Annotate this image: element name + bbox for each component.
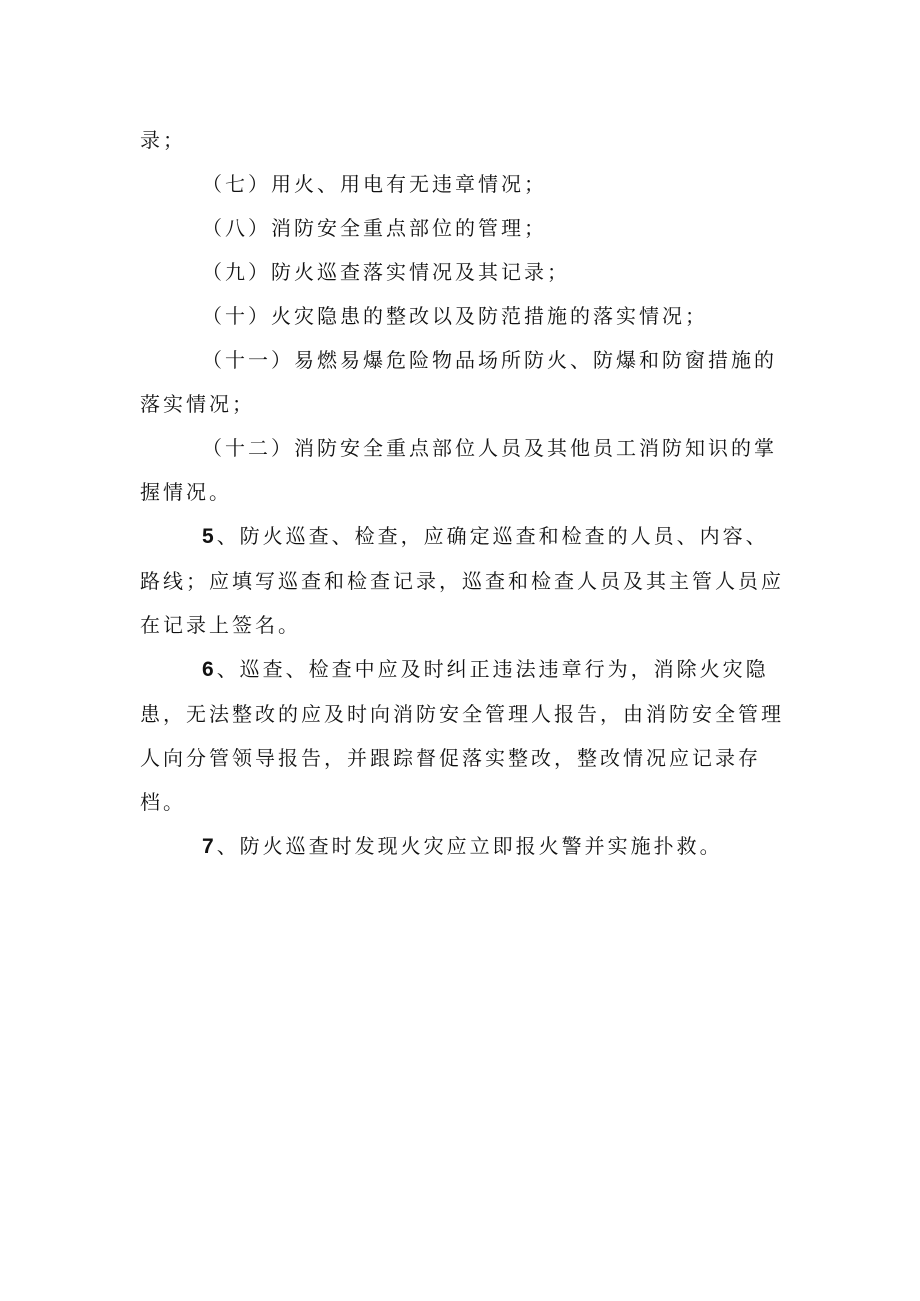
document-body	[140, 118, 790, 869]
paragraph-item-9: （九）防火巡查落实情况及其记录；	[202, 260, 570, 284]
paragraph-item-8: （八）消防安全重点部位的管理；	[202, 216, 547, 240]
clause-text: 、防火巡查、检查，应确定巡查和检查的人员、内容、路线；应填写巡查和检查记录，巡查和检查人员及其主管人员应在记录上签名。	[140, 524, 784, 637]
paragraph-clause-5	[140, 514, 790, 647]
paragraph-item-10: （十）火灾隐患的整改以及防范措施的落实情况；	[202, 304, 708, 328]
paragraph-clause-6	[140, 647, 790, 824]
clause-text: 、巡查、检查中应及时纠正违法违章行为，消除火灾隐患，无法整改的应及时向消防安全管理人报告，由消防安全管理人向分管领导报告，并跟踪督促落实整改，整改情况应记录存档。	[140, 657, 784, 814]
clause-number: 7	[202, 835, 217, 858]
paragraph-item-12: （十二）消防安全重点部位人员及其他员工消防知识的掌握情况。	[140, 436, 777, 504]
paragraph-item-7: （七）用火、用电有无违章情况；	[202, 172, 547, 196]
clause-number: 6	[202, 658, 217, 681]
clause-number: 5	[202, 525, 217, 548]
clause-text: 、防火巡查时发现火灾应立即报火警并实施扑救。	[216, 834, 723, 858]
paragraph-continuation: 录；	[140, 128, 186, 152]
paragraph-item-11: （十一）易燃易爆危险物品场所防火、防爆和防窗措施的落实情况；	[140, 348, 777, 416]
paragraph-clause-7	[140, 824, 790, 869]
